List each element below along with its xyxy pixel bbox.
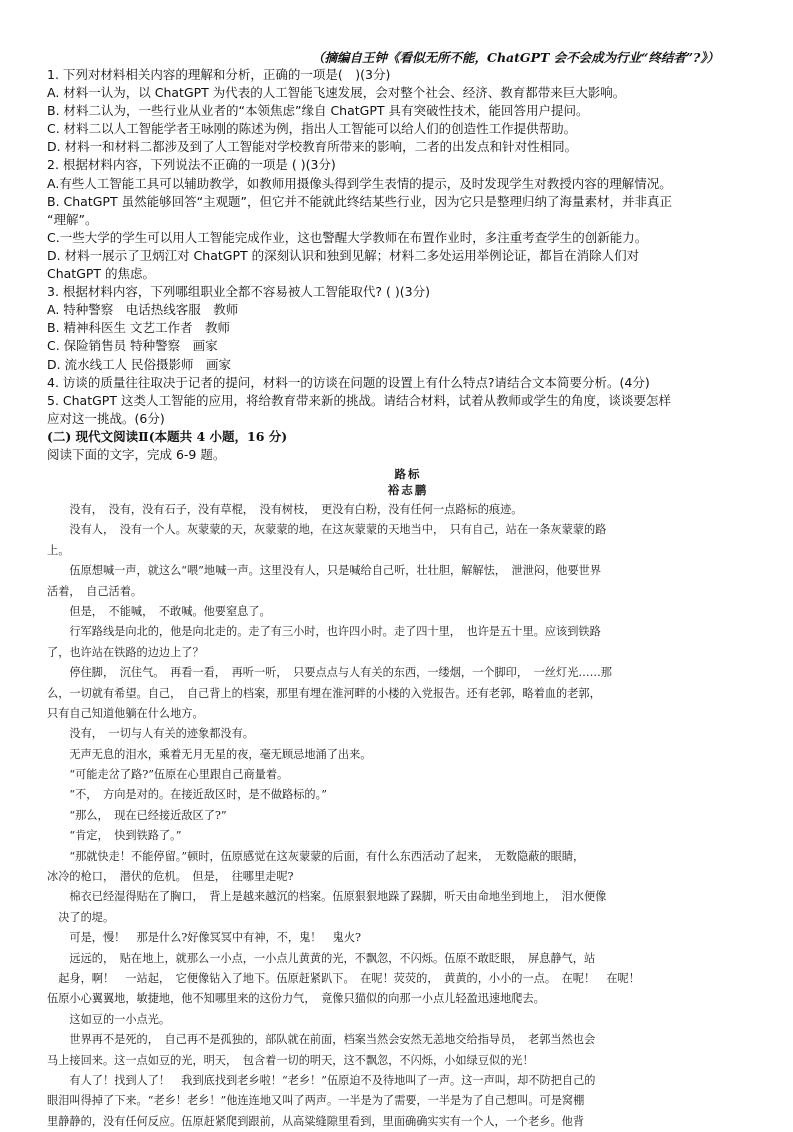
article-line: 世界再不是死的， 自己再不是孤独的，部队就在前面，档案当然会安然无恙地交给指导员， 老郭当然也会 (47, 1033, 596, 1047)
article-line: 行军路线是向北的，他是向北走的。走了有三小时，也许四小时。走了四十里， 也许是五十里。应该到铁路 (47, 625, 601, 639)
article-line: “可能走岔了路?”伍原在心里跟自己商量着。 (47, 768, 289, 782)
question-line: “理解”。 (47, 211, 98, 227)
question-line: C.一些大学的学生可以用人工智能完成作业，这也警醒大学教师在布置作业时，多注重考查学生的创新能力。 (47, 229, 648, 245)
article-author: 裕志鹏 (387, 483, 429, 497)
article-line: 只有自己知道他躺在什么地方。 (47, 706, 204, 720)
article-line: 这如豆的一小点光。 (47, 1012, 171, 1026)
question-line: A.有些人工智能工具可以辅助教学，如教师用摄像头得到学生表情的提示，及时发现学生对教授内容的理解情况。 (47, 175, 672, 191)
article-line: 上。 (47, 543, 70, 557)
question-line: C. 材料二以人工智能学者王咏刚的陈述为例，指出人工智能可以给人们的创造性工作提供帮助。 (47, 121, 577, 137)
question-line: ChatGPT 的焦虑。 (47, 266, 156, 282)
question-line: B. 材料二认为，一些行业从业者的“本领焦虑”缘自 ChatGPT 具有突破性技术，能回答用户提问。 (47, 103, 589, 119)
article-line: 但是， 不能喊， 不敢喊。他要窒息了。 (47, 604, 271, 618)
article (47, 466, 769, 1132)
article-line: “肯定， 快到铁路了。” (47, 829, 182, 843)
question-line: A. 材料一认为，以 ChatGPT 为代表的人工智能飞速发展，会对整个社会、经济、教育都带来巨大影响。 (47, 85, 626, 101)
article-line: 伍原小心翼翼地，敏捷地，他不知哪里来的这份力气， 竟像只猫似的向那一小点儿轻盈迅速地爬去。 (47, 992, 545, 1006)
article-line: 决了的堤。 (47, 910, 115, 924)
article-line: 停住脚， 沉住气。 再看一看， 再听一听， 只要点点与人有关的东西，一缕烟，一个脚印， 一丝灯光……那 (47, 666, 612, 680)
article-line: 了，也许站在铁路的边边上了？ (47, 645, 204, 659)
article-line: 马上接回来。这一点如豆的光，明天， 包含着一切的明天，这不飘忽，不闪烁，小如绿豆似的光！ (47, 1053, 534, 1067)
article-line: 没有， 没有，没有石子，没有草棍， 没有树枝， 更没有白粉，没有任何一点路标的痕迹。 (47, 503, 523, 516)
question-line: C. 保险销售员 特种警察 画家 (47, 338, 218, 354)
question-line: 应对这一挑战。(6分) (47, 410, 165, 426)
question-line: 2. 根据材料内容，下列说法不正确的一项是 ( )(3分) (47, 157, 336, 173)
article-body (47, 500, 769, 1132)
question-line: A. 特种警察 电话热线客服 教师 (47, 302, 239, 318)
question-line: 3. 根据材料内容，下列哪组职业全都不容易被人工智能取代? ( )(3分) (47, 284, 430, 300)
questions-section (47, 66, 767, 464)
source-citation: （摘编自王钟《看似无所不能，ChatGPT 会不会成为行业“终结者”?》） (312, 50, 720, 65)
article-line: 冰冷的枪口， 潜伏的危机。 但是， 往哪里走呢? (47, 870, 294, 884)
article-line: 眼泪叫得掉了下来。“老乡！老乡！”他连连地又叫了两声。一半是为了需要，一半是为了自己想叫。可是窝棚 (47, 1094, 585, 1108)
article-line: 么，一切就有希望。自己， 自己背上的档案，那里有埋在淮河畔的小楼的入党报告。还有老郭，略着血的老郭， (47, 686, 601, 700)
article-line: 远远的， 贴在地上，就那么一小点，一小点儿黄黄的光，不飘忽，不闪烁。伍原不敢眨眼， 屏息静气，站 (47, 951, 596, 965)
question-line: B. 精神科医生 文艺工作者 教师 (47, 320, 230, 336)
article-line: 活着， 自己活着。 (47, 584, 143, 598)
article-line: 可是，慢！ 那是什么?好像冥冥中有神，不，鬼！ 鬼火? (47, 931, 362, 945)
article-line: “那就快走！不能停留。”顿时，伍原感觉在这灰蒙蒙的后面，有什么东西活动了起来， 无数隐蔽的眼睛， (47, 849, 585, 863)
question-line: 5. ChatGPT 这类人工智能的应用，将给教育带来新的挑战。请结合材料，试着从教师或学生的角度，谈谈要怎样 (47, 392, 671, 408)
question-line: D. 材料一展示了卫炳江对 ChatGPT 的深刻认识和独到见解；材料二多处运用举例论证，都旨在消除人们对 (47, 247, 640, 263)
question-line: B. ChatGPT 虽然能够回答“主观题”，但它并不能就此终结某些行业，因为它只是整理归纳了海量素材，并非真正 (47, 193, 673, 209)
question-line: D. 材料一和材料二都涉及到了人工智能对学校教育所带来的影响，二者的出发点和针对性相同。 (47, 139, 578, 155)
section-heading: (二) 现代文阅读Ⅱ(本题共 4 小题，16 分) (47, 428, 288, 444)
article-line: “那么， 现在已经接近敌区了?” (47, 808, 227, 822)
article-line: “不， 方向是对的。在接近敌区时，是不做路标的。” (47, 788, 327, 802)
section-instruction: 阅读下面的文字，完成 6-9 题。 (47, 446, 226, 462)
article-line: 里静静的，没有任何反应。伍原赶紧爬到跟前，从高粱缝隙里看到，里面确确实实有一个人，一个老乡。他背 (47, 1114, 585, 1128)
article-line: 棉衣已经湿得贴在了胸口， 背上是越来越沉的档案。伍原狠狠地跺了跺脚，听天由命地坐到地上， 泪水便像 (47, 890, 607, 904)
question-line: 4. 访谈的质量往往取决于记者的提问，材料一的访谈在问题的设置上有什么特点?请结合文本简要分析。(4分) (47, 374, 650, 390)
article-line: 没有， 一切与人有关的迹象都没有。 (47, 727, 254, 741)
question-line: 1. 下列对材料相关内容的理解和分析，正确的一项是( )(3分) (47, 67, 391, 82)
article-line: 没有人， 没有一个人。灰蒙蒙的天，灰蒙蒙的地，在这灰蒙蒙的天地当中， 只有自己，站在一条灰蒙蒙的路 (47, 523, 607, 537)
article-line: 起身，啊！ 一站起， 它便像钻入了地下。伍原赶紧趴下。 在呢！荧荧的， 黄黄的，小小的一点。 在呢！ 在呢！ (47, 971, 640, 985)
article-line: 有人了！找到人了！ 我到底找到老乡啦！“老乡！”伍原迫不及待地叫了一声。这一声叫，却不防把自己的 (47, 1073, 596, 1087)
article-line: 无声无息的泪水，乘着无月无星的夜，毫无顾忌地涌了出来。 (47, 747, 372, 761)
article-line: 伍原想喊一声，就这么“喂”地喊一声。这里没有人，只是喊给自己听，壮壮胆，解解怯， 泄泄闷，他要世界 (47, 564, 602, 578)
article-title: 路标 (394, 467, 422, 481)
question-line: D. 流水线工人 民俗摄影师 画家 (47, 356, 232, 372)
